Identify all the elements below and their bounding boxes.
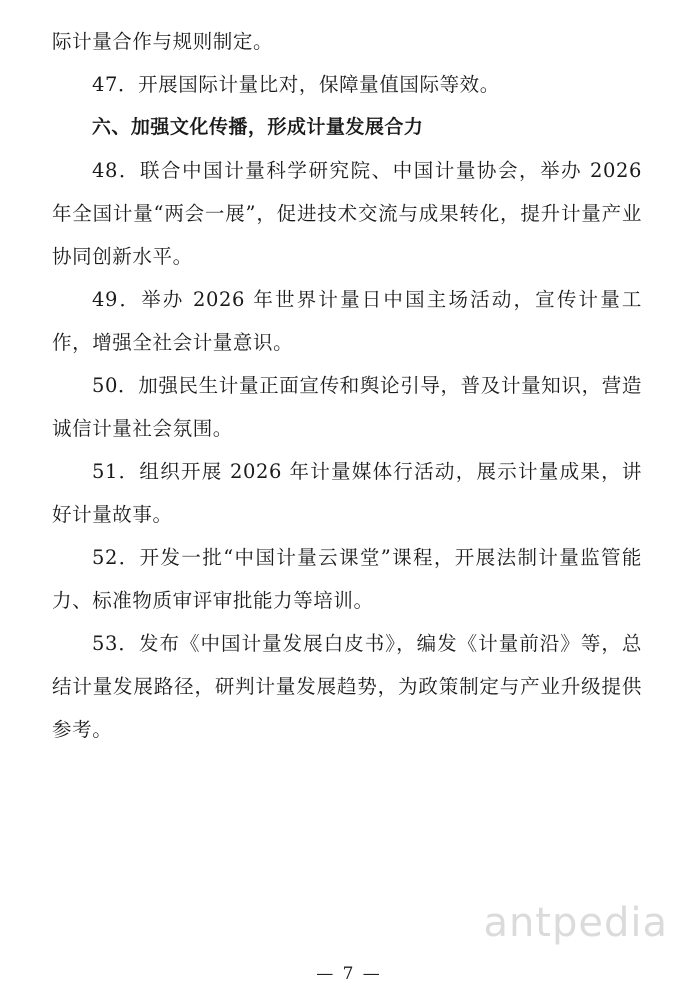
- paragraph-item-49: 49．举办 2026 年世界计量日中国主场活动，宣传计量工作，增强全社会计量意识。: [52, 288, 642, 354]
- paragraph-item-52: 52．开发一批“中国计量云课堂”课程，开展法制计量监管能力、标准物质审评审批能力等培训。: [52, 546, 642, 612]
- paragraph-item-53: 53．发布《中国计量发展白皮书》，编发《计量前沿》等，总结计量发展路径，研判计量发展趋势，为政策制定与产业升级提供参考。: [52, 632, 642, 741]
- paragraph-item-48: 48．联合中国计量科学研究院、中国计量协会，举办 2026 年全国计量“两会一展”，促进技术交流与成果转化，提升计量产业协同创新水平。: [52, 159, 642, 268]
- page-number: — 7 —: [316, 964, 382, 984]
- document-body: [52, 20, 642, 751]
- paragraph-item-47: 47．开展国际计量比对，保障量值国际等效。: [91, 73, 500, 96]
- paragraph-item-51: 51．组织开展 2026 年计量媒体行活动，展示计量成果，讲好计量故事。: [52, 460, 642, 526]
- watermark-antpedia: antpedia: [483, 900, 668, 946]
- section-heading-six: 六、加强文化传播，形成计量发展合力: [91, 116, 424, 138]
- paragraph-continuation: 际计量合作与规则制定。: [52, 30, 274, 53]
- paragraph-item-50: 50．加强民生计量正面宣传和舆论引导，普及计量知识，营造诚信计量社会氛围。: [52, 374, 642, 440]
